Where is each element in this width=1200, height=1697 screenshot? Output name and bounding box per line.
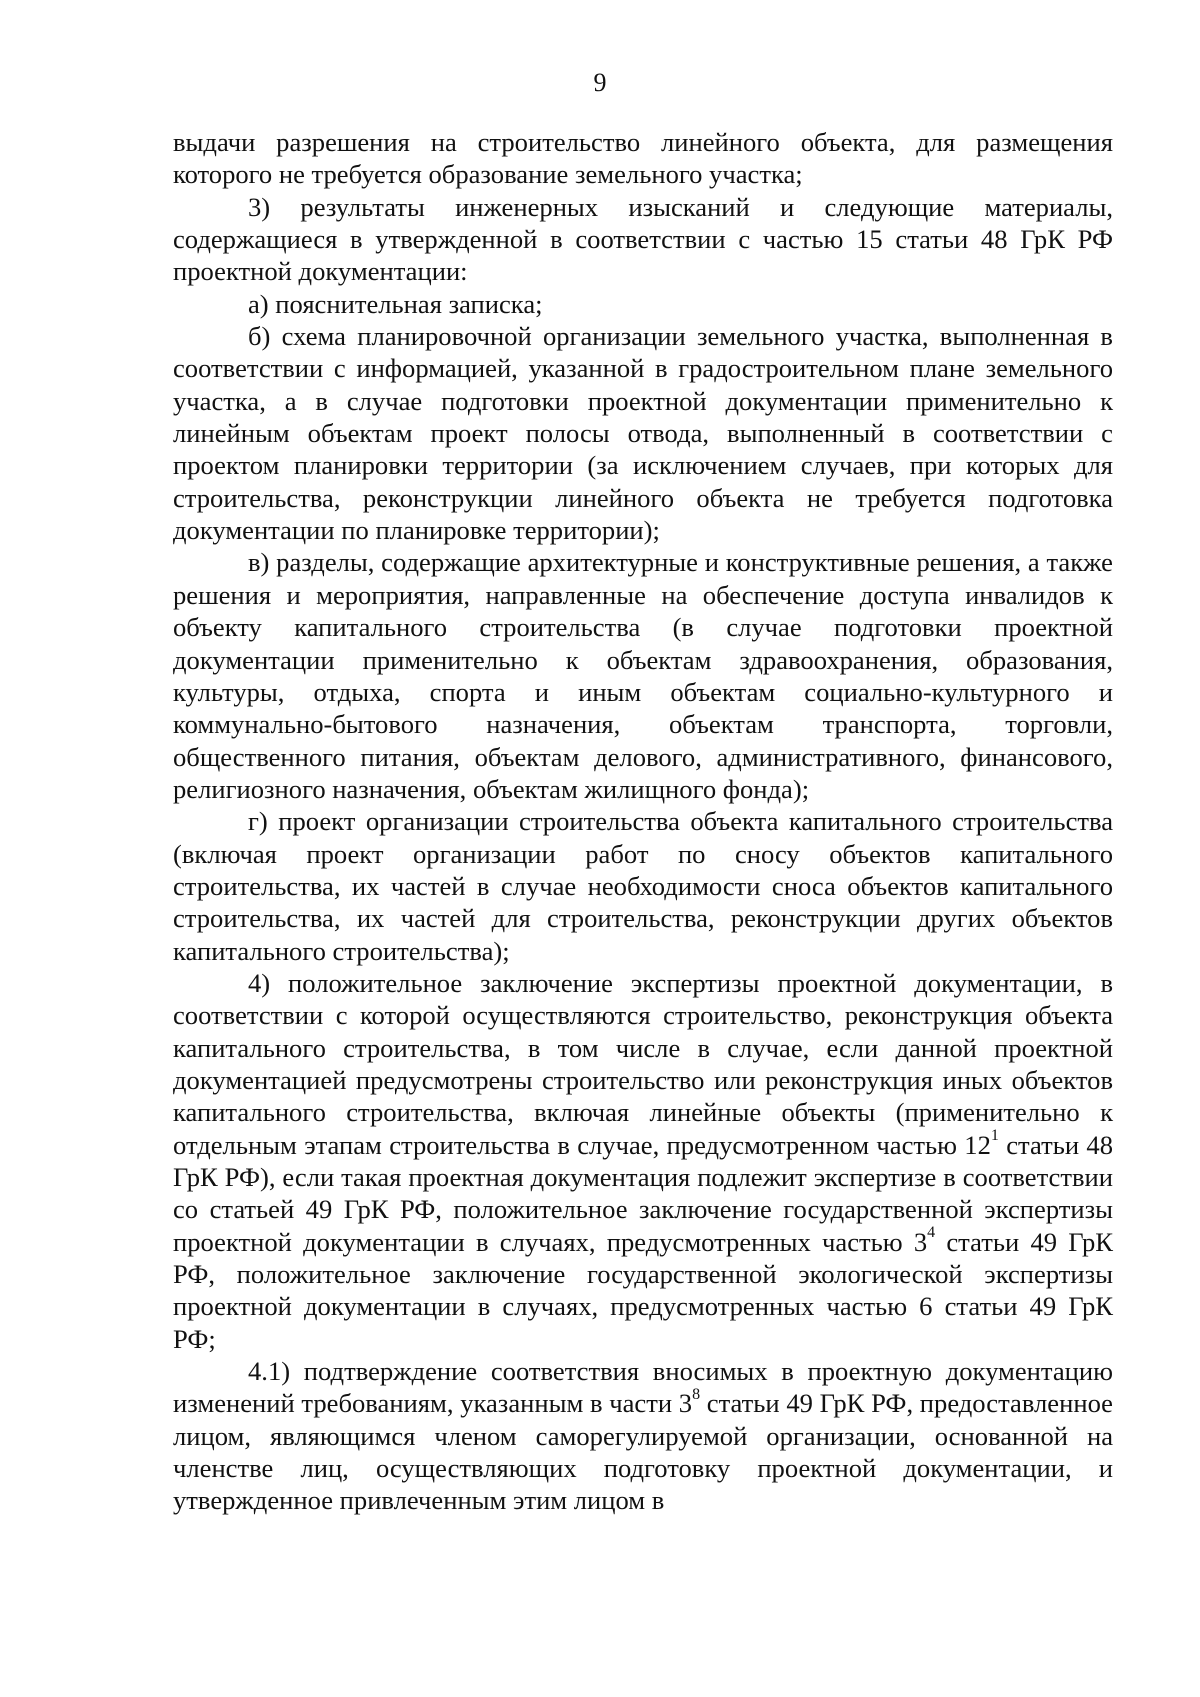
paragraph-continuation: выдачи разрешения на строительство линейного объекта, для размещения которого не требуется образование земельного участка; (173, 127, 1113, 190)
paragraph-item-4-1-part-2: статьи 49 ГрК РФ, предоставленное лицом, являющимся членом саморегулируемой организации, основанной на членстве лиц, осуществляющих подготовку проектной документации, и утвержденное привлеченным этим лицом в (173, 1388, 1113, 1516)
document-body (173, 126, 1113, 1517)
paragraph-subitem-v: в) разделы, содержащие архитектурные и конструктивные решения, а также решения и мероприятия, направленные на обеспечение доступа инвалидов к объекту капитального строительства (в случае подготовки проектной документации применительно к объектам здравоохранения, образования, культуры, отдыха, спорта и иным объектам социально-культурного и коммунально-бытового назначения, объектам транспорта, торговли, общественного питания, объектам делового, административного, финансового, религиозного назначения, объектам жилищного фонда); (173, 547, 1113, 804)
paragraph-subitem-a: а) пояснительная записка; (248, 288, 543, 319)
paragraph-item-3: 3) результаты инженерных изысканий и следующие материалы, содержащиеся в утвержденной в соответствии с частью 15 статьи 48 ГрК РФ проектной документации: (173, 191, 1113, 287)
paragraph-subitem-g: г) проект организации строительства объекта капитального строительства (включая проект организации работ по сносу объектов капитального строительства, их частей в случае необходимости сноса объектов капитального строительства, их частей для строительства, реконструкции других объектов капитального строительства); (173, 806, 1113, 966)
superscript-4: 4 (927, 1223, 936, 1241)
paragraph-item-4-1 (173, 1355, 1113, 1517)
paragraph-item-4-part-2: статьи 48 ГрК РФ), если такая проектная документация подлежит экспертизе в соответствии со статьей 49 ГрК РФ, положительное заключение государственной экспертизы проектной документации в случаях, предусмотренных частью 3 (173, 1129, 1113, 1257)
paragraph-item-4-part-1: 4) положительное заключение экспертизы проектной документации, в соответствии с которой осуществляются строительство, реконструкция объекта капитального строительства, в том числе в случае, если данной проектной документацией предусмотрены строительство или реконструкция иных объектов капитального строительства, включая линейные объекты (применительно к отдельным этапам строительства в случае, предусмотренном частью 12 (173, 967, 1113, 1160)
paragraph-item-4 (173, 967, 1113, 1355)
paragraph-item-4-1-part-1: 4.1) подтверждение соответствия вносимых в проектную документацию изменений требованиям, указанным в части 3 (173, 1356, 1113, 1419)
paragraph-subitem-b: б) схема планировочной организации земельного участка, выполненная в соответствии с информацией, указанной в градостроительном плане земельного участка, а в случае подготовки проектной документации применительно к линейным объектам проект полосы отвода, выполненный в соответствии с проектом планировки территории (за исключением случаев, при которых для строительства, реконструкции линейного объекта не требуется подготовка документации по планировке территории); (173, 321, 1113, 546)
page-number: 9 (593, 68, 607, 97)
superscript-1: 1 (990, 1126, 999, 1144)
paragraph-item-4-part-3: статьи 49 ГрК РФ, положительное заключение государственной экологической экспертизы проектной документации в случаях, предусмотренных частью 6 статьи 49 ГрК РФ; (173, 1226, 1113, 1354)
superscript-8: 8 (692, 1385, 701, 1403)
